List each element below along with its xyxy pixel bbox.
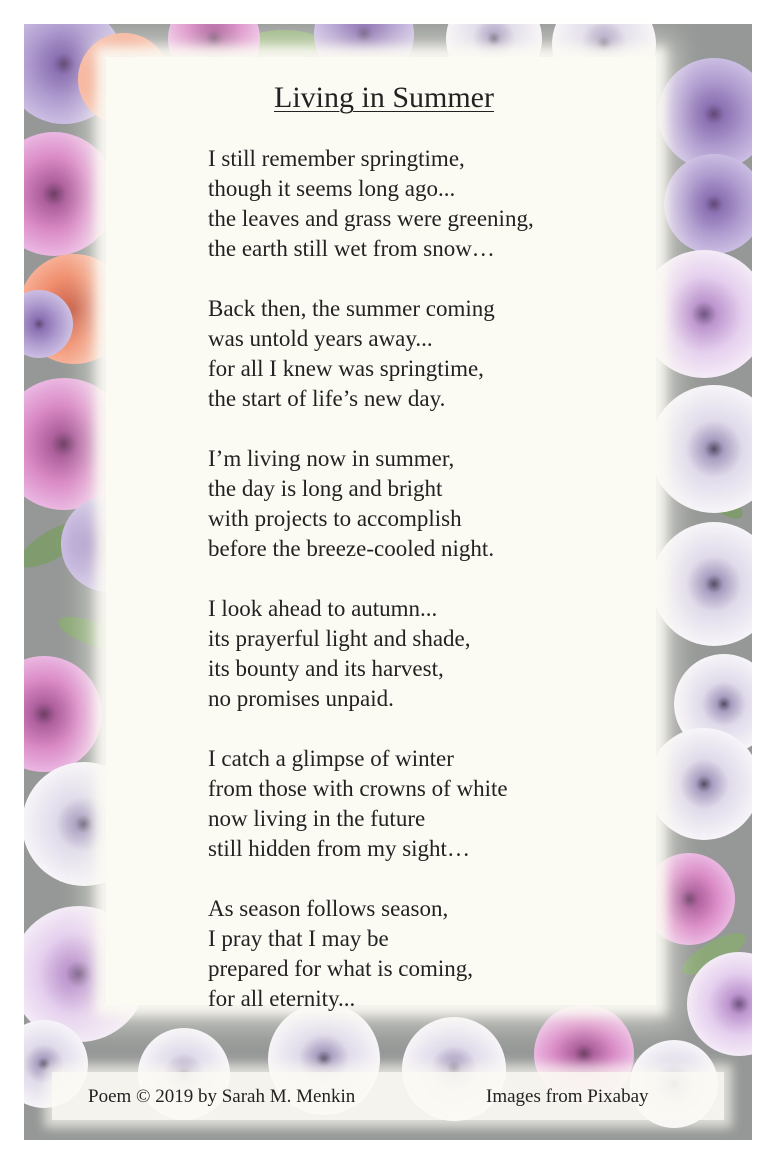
- poem-line: for all I knew was springtime,: [208, 356, 484, 381]
- poem-line: I’m living now in summer,: [208, 446, 455, 471]
- poem-title: Living in Summer: [274, 81, 494, 114]
- poem-line: the earth still wet from snow…: [208, 236, 495, 261]
- stanza-4: [208, 594, 648, 714]
- poem-line: though it seems long ago...: [208, 176, 456, 201]
- stanza-3: [208, 444, 648, 564]
- stanza-6: [208, 894, 648, 1014]
- poem-line: I pray that I may be: [208, 926, 389, 951]
- poem-line: I still remember springtime,: [208, 146, 465, 171]
- poem-line: for all eternity...: [208, 986, 356, 1011]
- poem-line: before the breeze-cooled night.: [208, 536, 495, 561]
- stanza-5: [208, 744, 648, 864]
- poem-line: the start of life’s new day.: [208, 386, 446, 411]
- poem-line: the leaves and grass were greening,: [208, 206, 534, 231]
- poem-line: the day is long and bright: [208, 476, 443, 501]
- stanza-2: [208, 294, 648, 414]
- poem-line: I catch a glimpse of winter: [208, 746, 454, 771]
- poem-copyright: Poem © 2019 by Sarah M. Menkin: [88, 1086, 356, 1107]
- poem-line: As season follows season,: [208, 896, 449, 921]
- poem-line: now living in the future: [208, 806, 426, 831]
- poem-line: no promises unpaid.: [208, 686, 394, 711]
- poem-line: still hidden from my sight…: [208, 836, 470, 861]
- poem-body: [208, 144, 648, 1044]
- poem-line: was untold years away...: [208, 326, 433, 351]
- poem-line: Back then, the summer coming: [208, 296, 495, 321]
- stanza-1: [208, 144, 648, 264]
- poem-line: prepared for what is coming,: [208, 956, 474, 981]
- poem-line: from those with crowns of white: [208, 776, 508, 801]
- poem-line: with projects to accomplish: [208, 506, 462, 531]
- poem-line: I look ahead to autumn...: [208, 596, 438, 621]
- image-credit: Images from Pixabay: [486, 1086, 649, 1107]
- poem-line: its bounty and its harvest,: [208, 656, 444, 681]
- poem-line: its prayerful light and shade,: [208, 626, 471, 651]
